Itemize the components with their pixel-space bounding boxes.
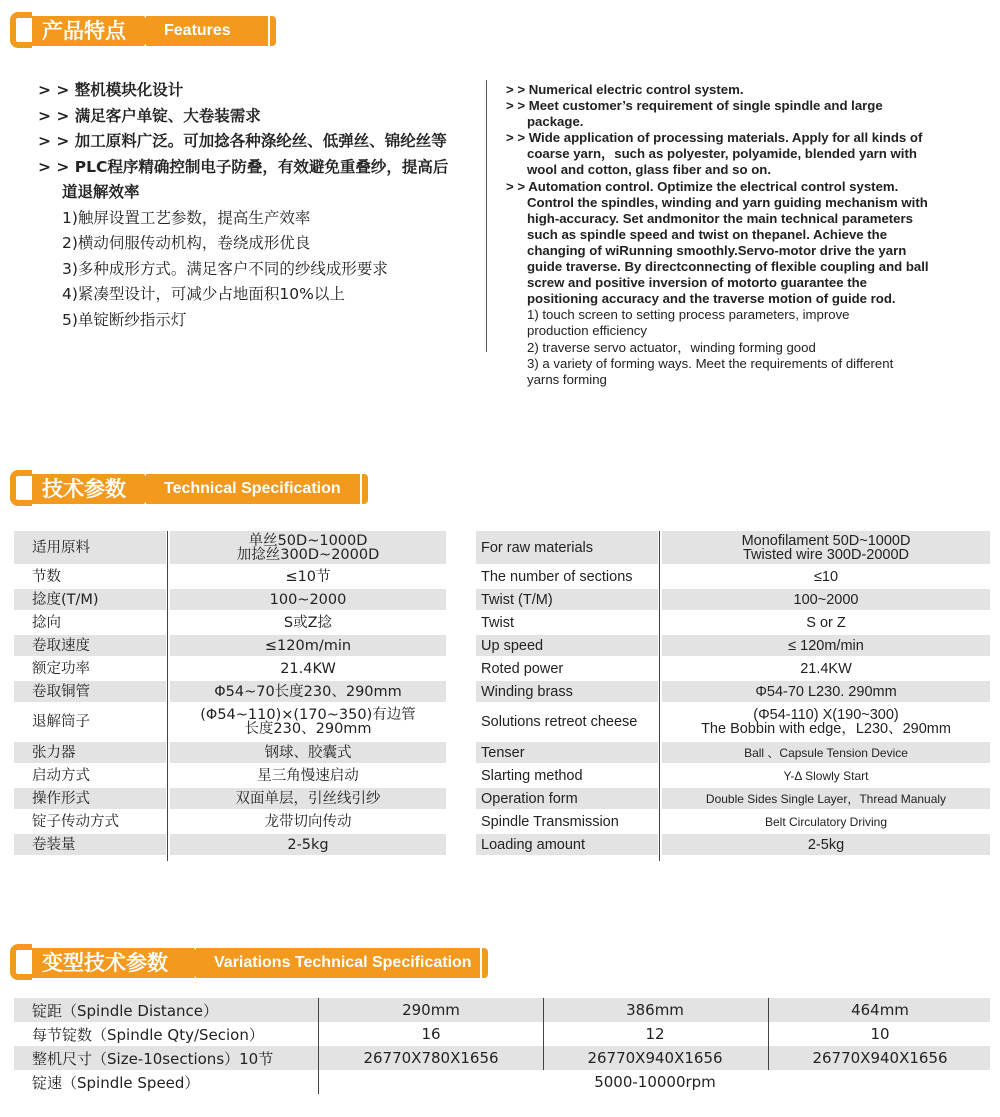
- spec-row: [14, 765, 990, 786]
- variation-value: 5000-10000rpm: [594, 1073, 716, 1091]
- spec-row: [14, 589, 990, 610]
- var-divider-3: [768, 998, 769, 1070]
- banner-bracket: [10, 470, 32, 506]
- variation-row: [14, 1022, 990, 1046]
- banner-end: [270, 16, 276, 46]
- feature-en-line: wool and cotton, glass fiber and so on.: [527, 162, 771, 178]
- tech-spec-banner-en: Technical Specification: [146, 474, 360, 504]
- spec-en-label: Spindle Transmission: [481, 813, 619, 830]
- spec-en-label: Loading amount: [476, 834, 658, 855]
- spec-en-value: 100~2000: [662, 589, 990, 610]
- variation-label: 锭距（Spindle Distance）: [32, 1001, 218, 1020]
- feature-cn-line: 5)单锭断纱指示灯: [62, 310, 187, 329]
- spec-en-value: Φ54-70 L230. 290mm: [662, 681, 990, 702]
- features-banner-cn: 产品特点: [32, 16, 144, 46]
- feature-en-line: > > Numerical electric control system.: [506, 82, 744, 97]
- spec-en-label: Tenser: [476, 742, 658, 763]
- spec-cn-value: (Φ54~110)×(170~350)有边管 长度230、290mm: [200, 707, 416, 737]
- feature-cn-line: > > 加工原料广泛。可加捻各种涤纶丝、低弹丝、锦纶丝等: [38, 132, 447, 150]
- spec-row: [14, 834, 990, 855]
- spec-en-value: Belt Circulatory Driving: [764, 814, 888, 829]
- spec-cn-value: 星三角慢速启动: [257, 767, 359, 784]
- variation-value: 16: [421, 1025, 441, 1043]
- feature-en-line: > > Meet customer’s requirement of single spindle and large: [506, 98, 883, 114]
- variation-row: [14, 1070, 990, 1094]
- spec-en-value: (Φ54-110) X(190~300) The Bobbin with edge，L230、290mm: [701, 707, 951, 737]
- spec-cn-value: 2-5kg: [170, 834, 446, 855]
- banner-bracket: [10, 12, 32, 48]
- spec-cn-value: ≤10节: [285, 568, 331, 585]
- variation-label: 锭速（Spindle Speed）: [32, 1073, 200, 1092]
- spec-cn-label: 节数: [32, 568, 61, 585]
- feature-en-line: such as spindle speed and twist on thepanel. Achieve the: [527, 226, 888, 242]
- spec-row: [14, 658, 990, 679]
- spec-cn-label: 额定功率: [32, 660, 90, 677]
- spec-en-label: Winding brass: [476, 681, 658, 702]
- variation-value: 464mm: [851, 1001, 909, 1019]
- spec-cn-label: 锭子传动方式: [32, 813, 119, 830]
- spec-cn-value: 钢球、胶囊式: [170, 742, 446, 763]
- feature-cn-line: > > 整机模块化设计: [38, 81, 184, 99]
- spec-en-label: Operation form: [476, 788, 658, 809]
- features-en-list: [506, 82, 996, 388]
- variation-row: [14, 1046, 990, 1070]
- tech-spec-banner-cn: 技术参数: [32, 474, 144, 504]
- spec-cn-value: ≤120m/min: [170, 635, 446, 656]
- feature-en-line: 1) touch screen to setting process parameters, improve: [527, 307, 850, 323]
- spec-cn-value: 100~2000: [170, 589, 446, 610]
- spec-en-value: Monofilament 50D~1000D Twisted wire 300D-2000D: [662, 531, 990, 564]
- spec-cn-label: 捻向: [32, 614, 61, 631]
- feature-en-line: high-accuracy. Set andmonitor the main technical parameters: [527, 210, 913, 226]
- variation-value: 10: [870, 1025, 890, 1043]
- variation-value: 26770X780X1656: [363, 1049, 499, 1067]
- spec-row: [14, 742, 990, 763]
- feature-cn-line: 道退解效率: [62, 183, 140, 201]
- spec-en-label: Twist (T/M): [476, 589, 658, 610]
- spec-row: [14, 566, 990, 587]
- spec-cn-value: 龙带切向传动: [264, 813, 352, 830]
- feature-en-line: yarns forming: [527, 371, 607, 387]
- features-cn-list: [38, 78, 478, 333]
- spec-en-value: 2-5kg: [662, 834, 990, 855]
- features-banner: [10, 12, 272, 48]
- feature-en-line: > > Automation control. Optimize the electrical control system.: [506, 178, 899, 194]
- spec-row: [14, 704, 990, 740]
- var-divider-1: [318, 998, 319, 1094]
- variation-label: 每节锭数（Spindle Qty/Secion）: [32, 1025, 264, 1044]
- spec-cn-label: 卷取铜管: [14, 681, 166, 702]
- variations-banner-cn: 变型技术参数: [32, 948, 194, 978]
- spec-en-label: The number of sections: [481, 568, 633, 585]
- spec-en-label: Solutions retreot cheese: [481, 714, 638, 730]
- spec-row: [14, 612, 990, 633]
- feature-en-line: 2) traverse servo actuator，winding forming good: [527, 339, 816, 355]
- tech-spec-banner: [10, 470, 370, 506]
- spec-en-label: Twist: [481, 614, 515, 631]
- feature-en-line: Control the spindles, winding and yarn guiding mechanism with: [527, 194, 928, 210]
- spec-cn-label: 适用原料: [14, 531, 166, 564]
- spec-cn-label: 操作形式: [14, 788, 166, 809]
- variations-banner: [10, 944, 488, 980]
- feature-en-line: positioning accuracy and the traverse motion of guide rod.: [527, 291, 896, 307]
- feature-en-line: changing of wiRunning smoothly.Servo-motor drive the yarn: [527, 242, 907, 258]
- spec-row: [14, 811, 990, 832]
- feature-cn-line: 3)多种成形方式。满足客户不同的纱线成形要求: [62, 259, 388, 278]
- feature-en-line: > > Wide application of processing materials. Apply for all kinds of: [506, 130, 923, 146]
- spec-en-value: ≤ 120m/min: [662, 635, 990, 656]
- banner-end: [362, 474, 368, 504]
- spec-cn-label: 卷取速度: [14, 635, 166, 656]
- spec-en-label: Roted power: [481, 660, 564, 677]
- spec-divider-1: [167, 531, 168, 861]
- feature-en-line: package.: [527, 114, 584, 130]
- banner-end: [482, 948, 488, 978]
- feature-cn-line: 4)紧凑型设计，可减少占地面积10%以上: [62, 285, 345, 303]
- feature-en-line: coarse yarn，such as polyester, polyamide, blended yarn with: [527, 146, 917, 162]
- variation-label: 整机尺寸（Size-10sections）10节: [32, 1049, 274, 1068]
- spec-divider-2: [659, 531, 660, 861]
- feature-cn-line: > > 满足客户单锭、大卷装需求: [38, 106, 261, 125]
- spec-en-value: ≤10: [813, 568, 839, 585]
- variation-value: 290mm: [402, 1001, 460, 1019]
- spec-cn-value: S或Z捻: [283, 614, 333, 631]
- feature-cn-line: 2)横动伺服传动机构，卷绕成形优良: [62, 234, 311, 252]
- spec-en-value: Y-Δ Slowly Start: [783, 768, 869, 783]
- spec-cn-label: 张力器: [14, 742, 166, 763]
- variation-value: 386mm: [626, 1001, 684, 1019]
- variation-value: 26770X940X1656: [587, 1049, 723, 1067]
- features-divider: [486, 80, 487, 352]
- variations-banner-en: Variations Technical Specification: [196, 948, 480, 978]
- variation-row: [14, 998, 990, 1022]
- spec-cn-value: Φ54~70长度230、290mm: [170, 681, 446, 702]
- feature-cn-line: 1)触屏设置工艺参数，提高生产效率: [62, 208, 311, 227]
- variation-value: 12: [645, 1025, 665, 1043]
- spec-cn-label: 启动方式: [32, 767, 90, 784]
- spec-cn-value: 21.4KW: [280, 660, 336, 677]
- spec-cn-value: 双面单层，引丝线引纱: [170, 788, 446, 809]
- spec-en-label: For raw materials: [476, 531, 658, 564]
- feature-en-line: screw and positive inversion of motorto guarantee the: [527, 275, 868, 291]
- spec-cn-label: 捻度(T/M): [14, 589, 166, 610]
- variation-value: 26770X940X1656: [812, 1049, 948, 1067]
- spec-cn-value: 单丝50D~1000D 加捻丝300D~2000D: [170, 531, 446, 564]
- spec-en-value: S or Z: [806, 614, 846, 631]
- banner-bracket: [10, 944, 32, 980]
- spec-en-value: Double Sides Single Layer，Thread Manualy: [662, 788, 990, 809]
- spec-cn-label: 卷装量: [14, 834, 166, 855]
- features-banner-en: Features: [146, 16, 268, 46]
- spec-en-value: 21.4KW: [800, 660, 852, 677]
- feature-en-line: guide traverse. By directconnecting of flexible coupling and ball: [527, 259, 929, 275]
- feature-en-line: 3) a variety of forming ways. Meet the requirements of different: [527, 355, 894, 371]
- spec-row: [14, 681, 990, 702]
- spec-cn-label: 退解筒子: [32, 714, 90, 730]
- spec-row: [14, 635, 990, 656]
- spec-en-label: Up speed: [476, 635, 658, 656]
- spec-row: [14, 788, 990, 809]
- spec-en-label: Slarting method: [481, 767, 583, 784]
- feature-en-line: production efficiency: [527, 323, 647, 339]
- spec-en-value: Ball 、Capsule Tension Device: [662, 742, 990, 763]
- feature-cn-line: > > PLC程序精确控制电子防叠，有效避免重叠纱，提高后: [38, 157, 449, 176]
- var-divider-2: [543, 998, 544, 1070]
- spec-row: [14, 531, 990, 564]
